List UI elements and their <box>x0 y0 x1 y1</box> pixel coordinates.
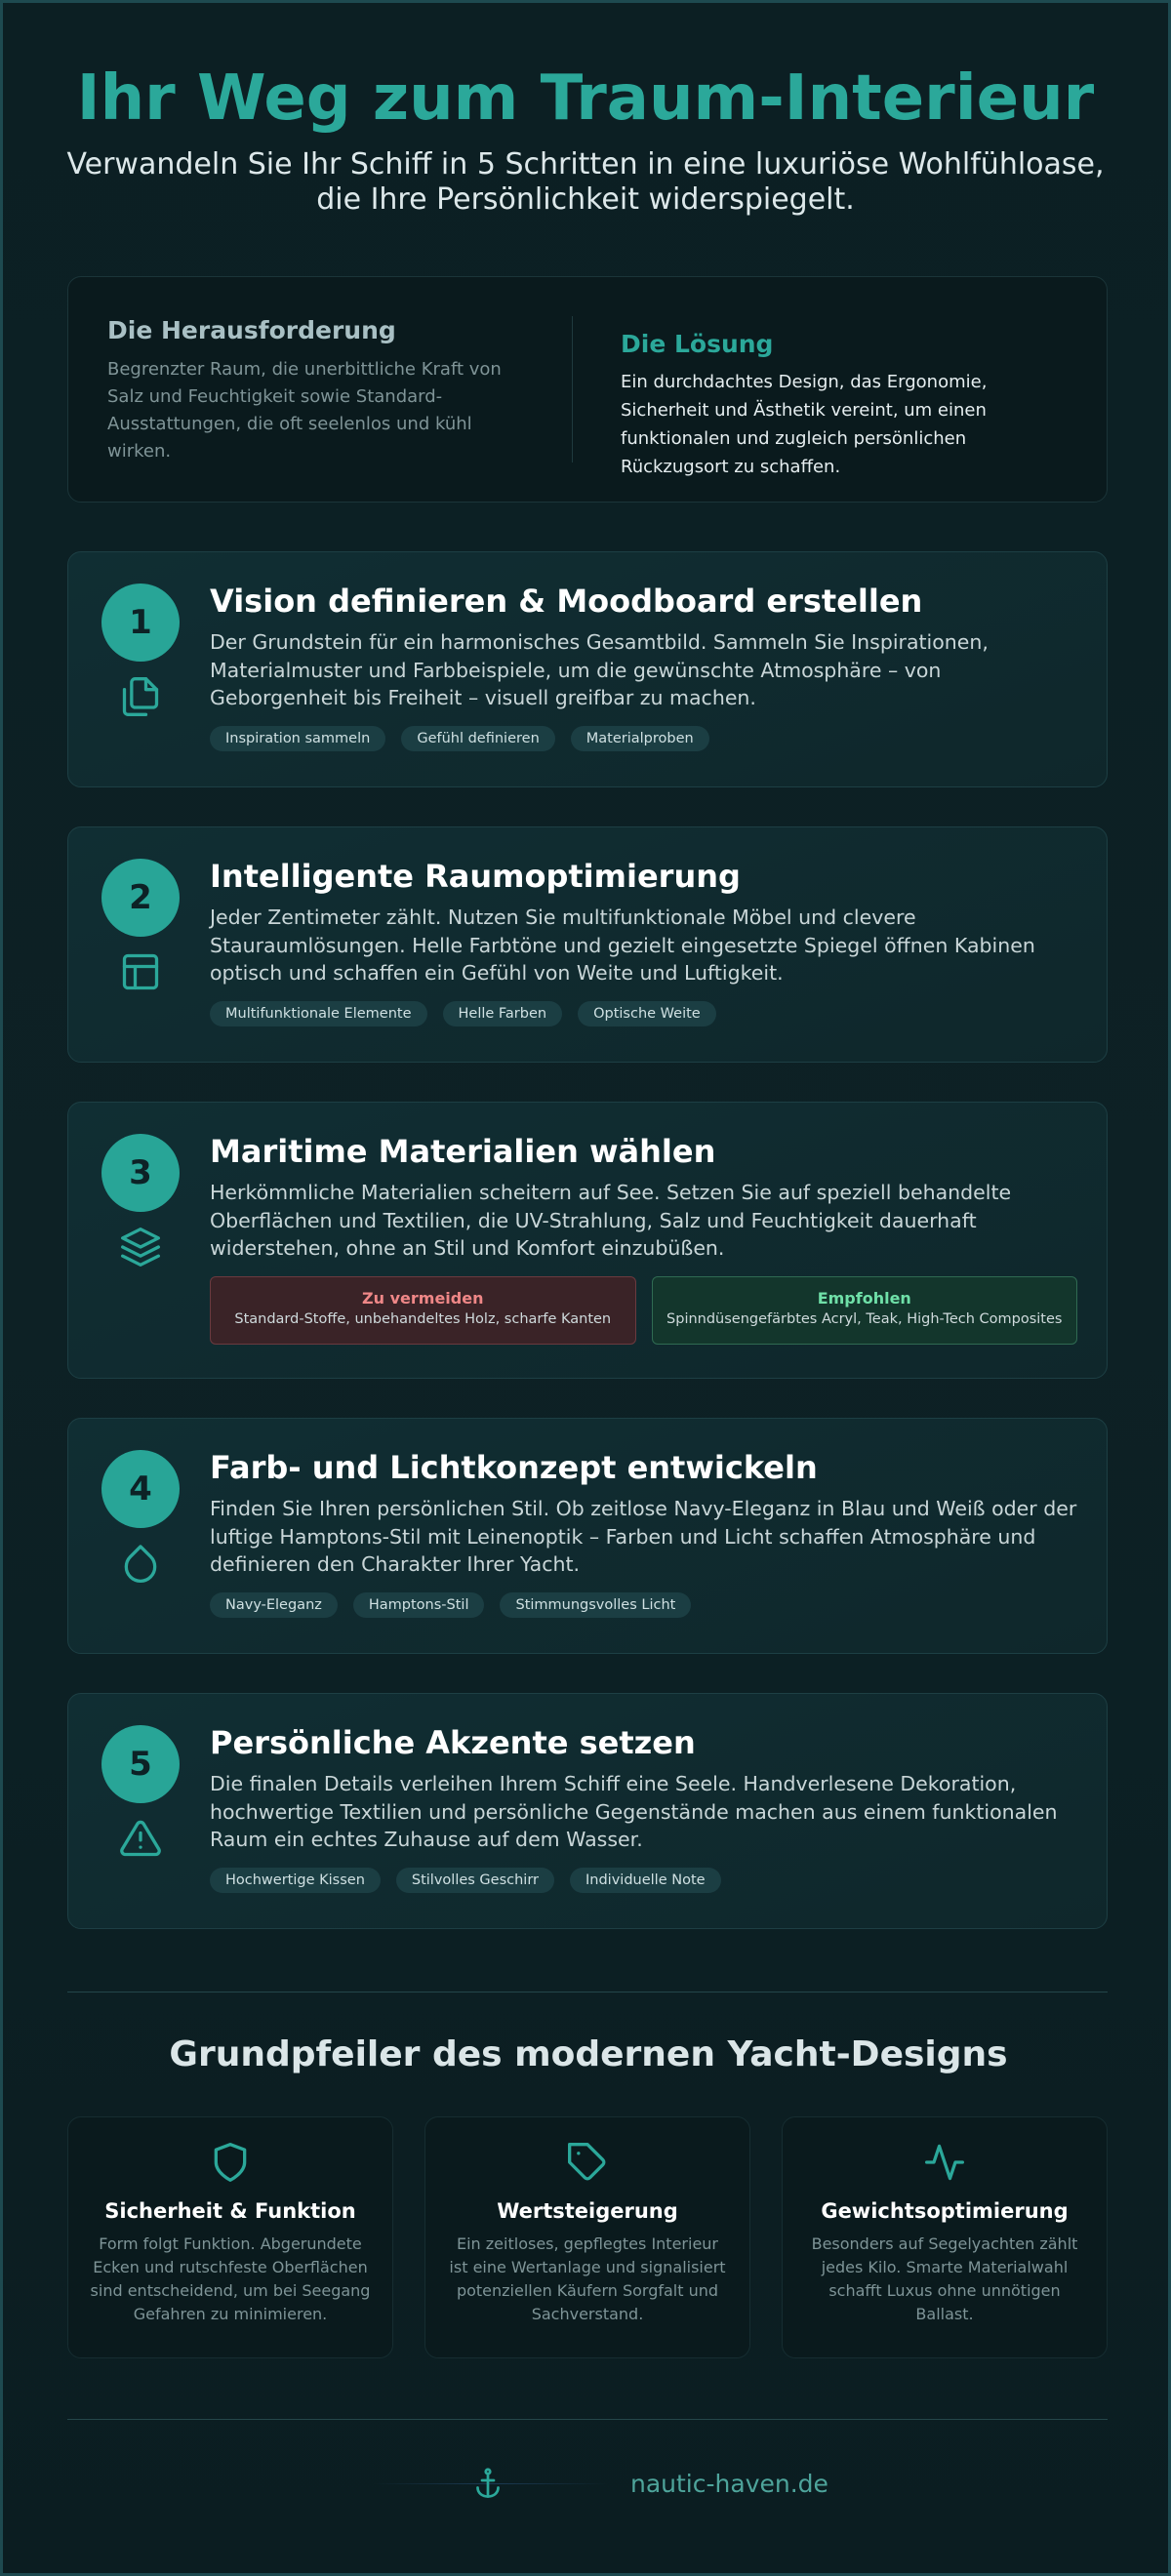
shield-icon <box>209 2141 252 2184</box>
solution-column <box>587 277 1107 502</box>
tag: Multifunktionale Elemente <box>210 1001 427 1026</box>
step-number-badge: 3 <box>101 1134 180 1212</box>
step-number-badge: 5 <box>101 1725 180 1803</box>
step-text: Herkömmliche Materialien scheitern auf See. Setzen Sie auf speziell behandelte Oberflächen und Textilien, die UV-Strahlung, Salz und Feuchtigkeit dauerhaft widerstehen, ohne an Stil und Komfort einzubüßen. <box>210 1181 1012 1260</box>
step-text: Jeder Zentimeter zählt. Nutzen Sie multifunktionale Möbel und clevere Stauraumlösungen. Helle Farbtöne und gezielt eingesetzte Spiegel öffnen Kabinen optisch und schaffen ein Gefühl von Weite und Luftigkeit. <box>210 906 1035 985</box>
step-card-5 <box>67 1693 1108 1929</box>
challenge-solution-card <box>67 276 1108 503</box>
tag-icon <box>566 2141 609 2184</box>
activity-icon <box>923 2141 966 2184</box>
page-subtitle: Verwandeln Sie Ihr Schiff in 5 Schritten in eine luxuriöse Wohlfühloase, die Ihre Persönlichkeit widerspiegelt. <box>66 147 1105 217</box>
step-body <box>210 582 1077 751</box>
solution-text: Ein durchdachtes Design, das Ergonomie, Sicherheit und Ästhetik vereint, um einen funktionalen und zugleich persönlichen Rückzugsort zu schaffen. <box>621 372 988 477</box>
column-divider <box>572 316 573 463</box>
step-title: Vision definieren & Moodboard erstellen <box>210 583 923 620</box>
pillar-card-value <box>424 2116 750 2358</box>
step-text: Der Grundstein für ein harmonisches Gesamtbild. Sammeln Sie Inspirationen, Materialmuster und Farbbeispiele, um die gewünschte Atmosphäre – von Geborgenheit bis Freiheit – visuell greifbar zu machen. <box>210 630 989 709</box>
challenge-title: Die Herausforderung <box>107 316 396 344</box>
tag-list <box>210 726 1077 751</box>
hero <box>3 3 1168 218</box>
step-body <box>210 1723 1077 1893</box>
tag: Hamptons-Stil <box>353 1592 485 1618</box>
step-card-4 <box>67 1418 1108 1654</box>
recommended-box <box>652 1276 1078 1345</box>
pillar-title: Wertsteigerung <box>497 2199 678 2223</box>
pillar-card-safety <box>67 2116 393 2358</box>
step-title: Maritime Materialien wählen <box>210 1133 716 1170</box>
tag: Materialproben <box>571 726 709 751</box>
layers-icon <box>119 1226 162 1268</box>
step-number-badge: 2 <box>101 859 180 937</box>
step-title: Intelligente Raumoptimierung <box>210 858 741 895</box>
page-title: Ihr Weg zum Traum-Interieur <box>76 62 1095 135</box>
tag: Helle Farben <box>443 1001 563 1026</box>
challenge-text: Begrenzter Raum, die unerbittliche Kraft von Salz und Feuchtigkeit sowie Standard-Ausstattungen, die oft seelenlos und kühl wirken. <box>107 359 502 462</box>
avoid-title: Zu vermeiden <box>362 1288 484 1308</box>
pillar-card-weight <box>782 2116 1108 2358</box>
tag-list <box>210 1592 1077 1618</box>
material-comparison <box>210 1276 1077 1345</box>
tag-list <box>210 1868 1077 1893</box>
pillar-title: Gewichtsoptimierung <box>821 2199 1069 2223</box>
files-icon <box>119 675 162 718</box>
tag: Optische Weite <box>578 1001 716 1026</box>
recommended-title: Empfohlen <box>817 1288 911 1308</box>
recommended-text: Spinndüsengefärbtes Acryl, Teak, High-Tech Composites <box>666 1310 1063 1327</box>
step-card-1 <box>67 551 1108 787</box>
tag: Inspiration sammeln <box>210 726 385 751</box>
step-text: Finden Sie Ihren persönlichen Stil. Ob zeitlose Navy-Eleganz in Blau und Weiß oder der luftige Hamptons-Stil mit Leinenoptik – Farben und Licht schaffen Atmosphäre und definieren den Charakter Ihrer Yacht. <box>210 1497 1077 1576</box>
step-title: Farb- und Lichtkonzept entwickeln <box>210 1449 818 1486</box>
tag: Individuelle Note <box>570 1868 721 1893</box>
droplet-icon <box>119 1542 162 1585</box>
pillar-title: Sicherheit & Funktion <box>104 2199 356 2223</box>
tag-list <box>210 1001 1077 1026</box>
layout-icon <box>119 950 162 993</box>
step-title: Persönliche Akzente setzen <box>210 1724 696 1761</box>
pillars-title: Grundpfeiler des modernen Yacht-Designs <box>169 2034 1008 2074</box>
avoid-text: Standard-Stoffe, unbehandeltes Holz, scharfe Kanten <box>234 1310 612 1327</box>
challenge-column <box>68 277 587 502</box>
step-body <box>210 857 1077 1026</box>
tag: Stimmungsvolles Licht <box>500 1592 691 1618</box>
step-number-badge: 1 <box>101 584 180 662</box>
footer-divider <box>67 2419 1108 2420</box>
tag: Gefühl definieren <box>401 726 554 751</box>
tag: Stilvolles Geschirr <box>396 1868 554 1893</box>
pillar-text: Ein zeitloses, gepflegtes Interieur ist eine Wertanlage und signalisiert potenziellen Käufern Sorgfalt und Sachverstand. <box>449 2234 726 2323</box>
step-card-2 <box>67 826 1108 1063</box>
pillar-text: Form folgt Funktion. Abgerundete Ecken und rutschfeste Oberflächen sind entscheidend, um bei Seegang Gefahren zu minimieren. <box>90 2234 371 2323</box>
pillar-text: Besonders auf Segelyachten zählt jedes Kilo. Smarte Materialwahl schafft Luxus ohne unnötigen Ballast. <box>811 2234 1078 2323</box>
step-card-3 <box>67 1102 1108 1379</box>
tag: Hochwertige Kissen <box>210 1868 381 1893</box>
step-number-badge: 4 <box>101 1450 180 1528</box>
anchor-icon <box>470 2466 505 2501</box>
footer-domain-link[interactable]: nautic-haven.de <box>630 2470 828 2498</box>
avoid-box <box>210 1276 636 1345</box>
warning-icon <box>119 1817 162 1860</box>
solution-title: Die Lösung <box>621 330 774 358</box>
tag: Navy-Eleganz <box>210 1592 338 1618</box>
step-body <box>210 1448 1077 1618</box>
step-body <box>210 1132 1077 1345</box>
footer <box>3 2462 1171 2505</box>
step-text: Die finalen Details verleihen Ihrem Schiff eine Seele. Handverlesene Dekoration, hochwertige Textilien und persönliche Gegenstände machen aus einem funktionalen Raum ein echtes Zuhause auf dem Wasser. <box>210 1772 1058 1851</box>
